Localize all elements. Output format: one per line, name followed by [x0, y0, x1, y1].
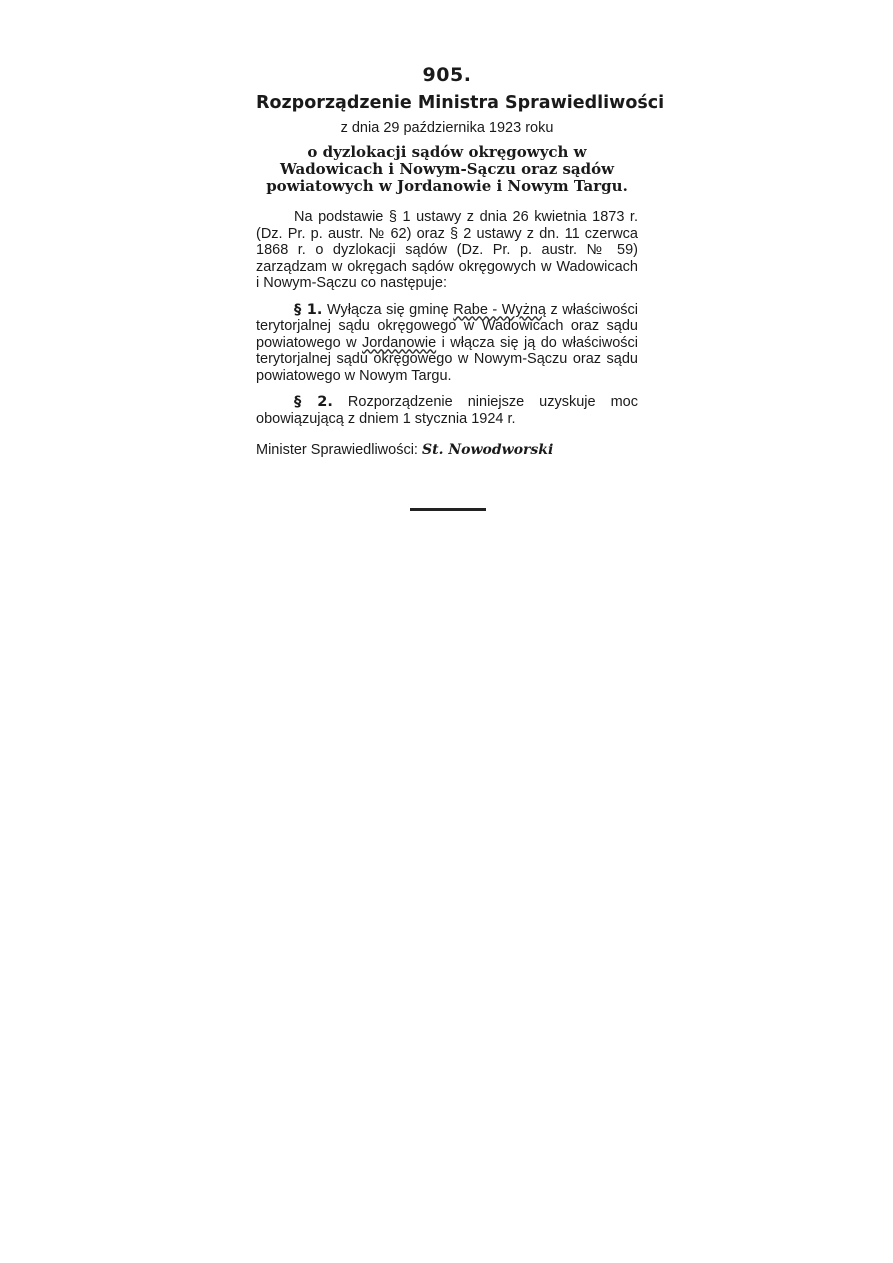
document-subject: o dyzlokacji sądów okręgowych w Wadowicach i Nowym-Sączu oraz sądów powiatowych w Jordanowie i Nowym Targu.	[266, 143, 628, 195]
document-column	[256, 64, 665, 459]
section-1-text-after: i włącza się ją do właściwości terytorjalnej sądu okręgowego w Nowym-Sączu oraz sądu powiatowego w Nowym Targu.	[256, 334, 638, 384]
page-number: 905.	[422, 64, 472, 86]
section-2-paragraph	[256, 394, 638, 427]
section-1-paragraph	[256, 302, 638, 385]
section-2-text: Rozporządzenie niniejsze uzyskuje moc obowiązującą z dniem 1 stycznia 1924 r.	[256, 394, 638, 427]
closing-rule	[410, 508, 486, 511]
section-1-underlined-word: Jordanowie	[361, 334, 437, 351]
section-2-mark: § 2.	[294, 394, 333, 410]
document-title: Rozporządzenie Ministra Sprawiedliwości	[256, 93, 665, 113]
section-1-struck-word: Rabe - Wyżną	[453, 301, 546, 318]
date-line: z dnia 29 października 1923 roku	[340, 120, 554, 136]
signature-line	[256, 441, 638, 459]
signature-role: Minister Sprawiedliwości:	[256, 442, 418, 458]
preamble-paragraph: Na podstawie § 1 ustawy z dnia 26 kwietnia 1873 r. (Dz. Pr. p. austr. № 62) oraz § 2 ustawy z dn. 11 czerwca 1868 r. o dyzlokacji sądów (Dz. Pr. p. austr. № 59) zarządzam w okręgach sądów okręgowych w Wadowicach i Nowym-Sączu co następuje:	[256, 209, 638, 291]
signature-name: St. Nowodworski	[422, 442, 554, 458]
section-1-mark: § 1.	[294, 301, 323, 318]
section-1-text-before: Wyłącza się gminę	[326, 301, 449, 318]
section-1-text-middle: z właściwości terytorjalnej sądu okręgowego w Wadowicach oraz sądu powiatowego w	[256, 301, 638, 351]
